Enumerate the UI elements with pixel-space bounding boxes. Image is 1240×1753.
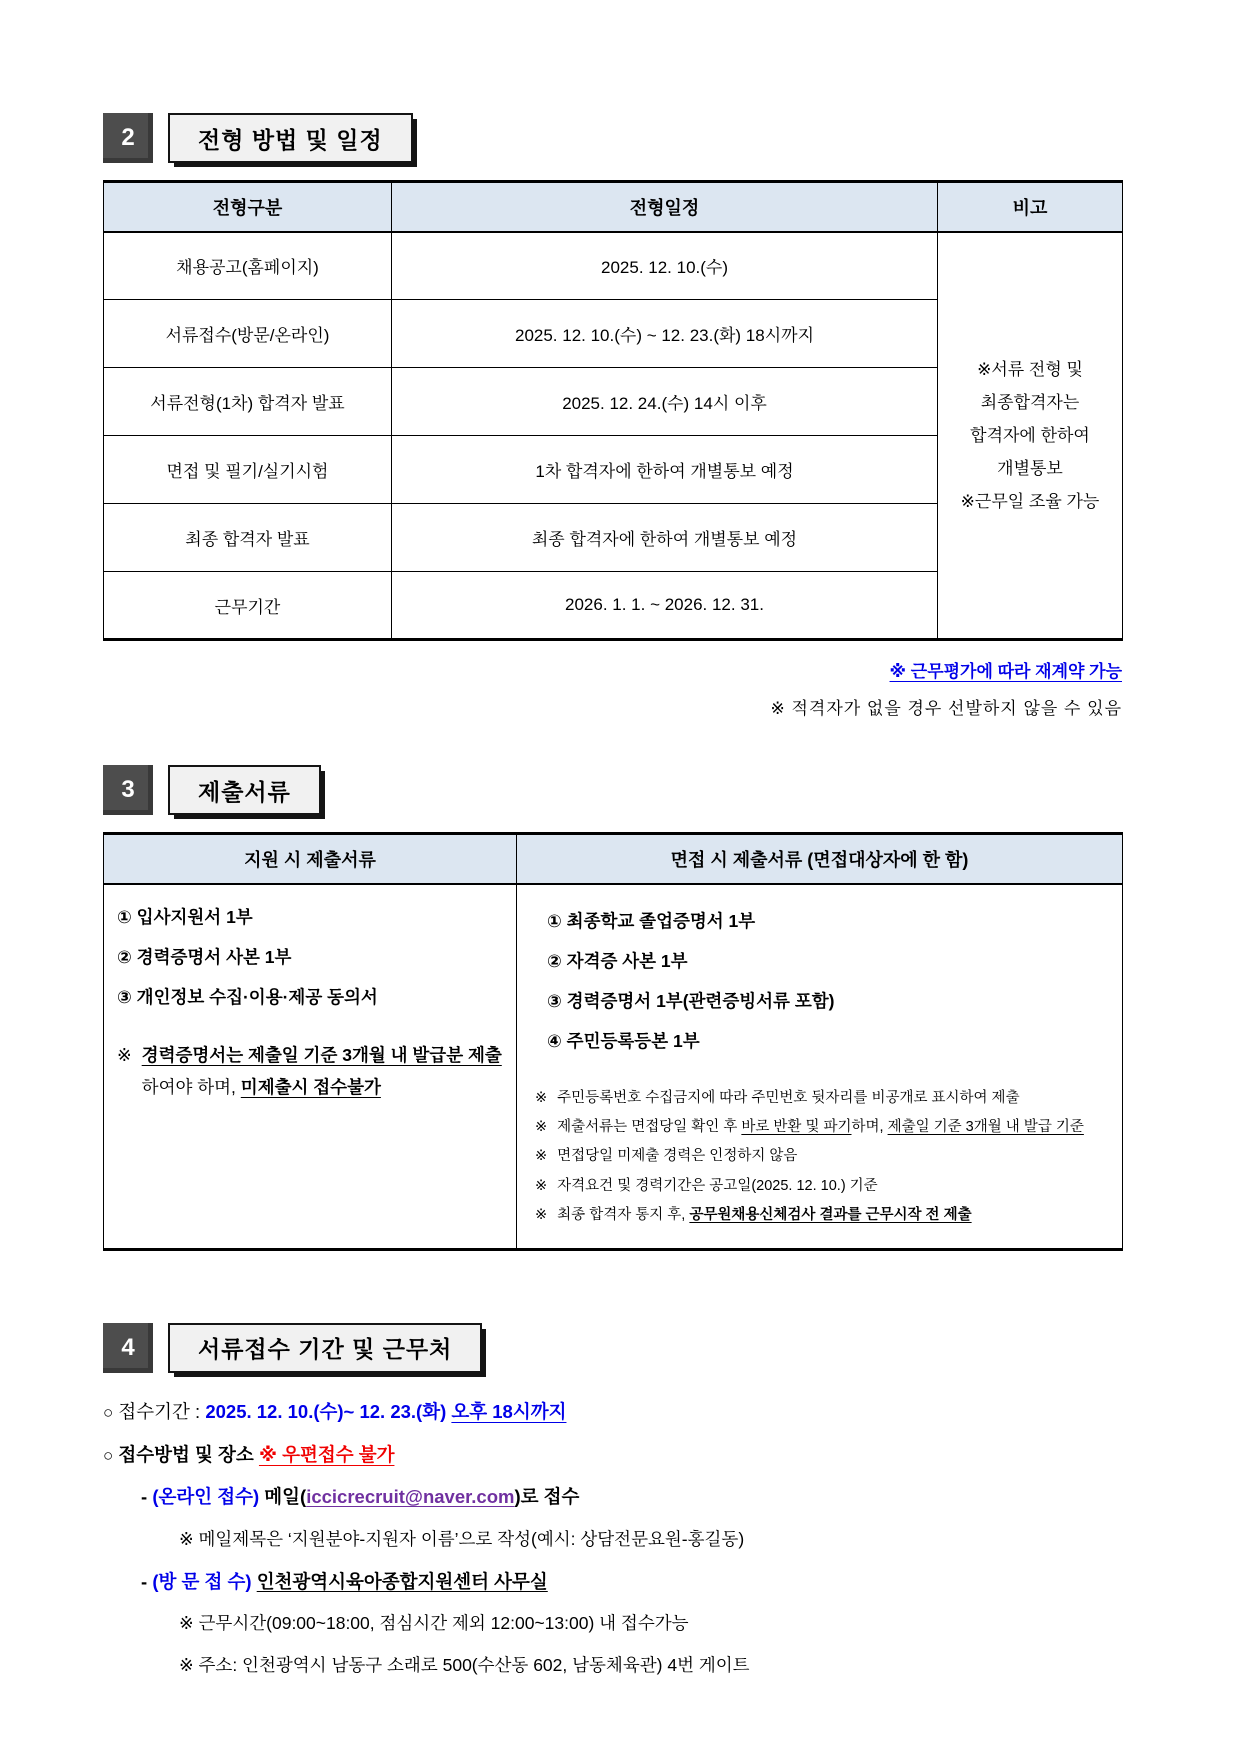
- section-title-box: [168, 113, 413, 163]
- cell-category: 서류접수(방문/온라인): [104, 300, 392, 368]
- note-no-selection: ※ 적격자가 없을 경우 선발하지 않을 수 있음: [770, 699, 1122, 718]
- table-header-row: [104, 834, 1123, 884]
- cell-apply-docs: [104, 884, 517, 1250]
- table-row: [104, 884, 1123, 1250]
- list-item: ③ 개인정보 수집·이용·제공 동의서: [117, 986, 378, 1007]
- column-header-category: 전형구분: [104, 182, 392, 232]
- period-dates: 2025. 12. 10.(수)~ 12. 23.(화): [205, 1400, 452, 1422]
- note-marker: ※: [535, 1148, 548, 1165]
- note-line: [535, 1175, 1108, 1197]
- note-text: 면접당일 미제출 경력은 인정하지 않음: [557, 1148, 798, 1165]
- period-deadline: 오후 18시까지: [451, 1400, 567, 1422]
- label: )로 접수: [514, 1486, 580, 1508]
- cell-schedule: 2025. 12. 10.(수): [392, 232, 938, 300]
- note-marker: ※: [535, 1207, 548, 1224]
- bullet-circle-icon: ○: [103, 1402, 114, 1422]
- note-recontract: ※ 근무평가에 따라 재계약 가능: [889, 662, 1122, 681]
- section-header: [103, 113, 1122, 163]
- cell-remark: [938, 232, 1123, 640]
- remark-line: 합격자에 한하여: [970, 425, 1090, 445]
- schedule-table: [103, 180, 1123, 641]
- column-header-apply-docs: 지원 시 제출서류: [104, 834, 517, 884]
- list-item: ③ 경력증명서 1부(관련증빙서류 포함): [547, 990, 835, 1011]
- cell-category: 최종 합격자 발표: [104, 504, 392, 572]
- documents-table: [103, 832, 1123, 1251]
- list-item: ② 경력증명서 사본 1부: [117, 946, 292, 967]
- cell-interview-docs: [517, 884, 1123, 1250]
- cell-schedule: 2025. 12. 24.(수) 14시 이후: [392, 368, 938, 436]
- cell-category: 근무기간: [104, 572, 392, 640]
- section-reception: [103, 1323, 1122, 1678]
- note-plain: 최종 합격자 통지 후,: [557, 1207, 690, 1224]
- list-item: ② 자격증 사본 1부: [547, 950, 688, 971]
- note-text: 자격요건 및 경력기간은 공고일(2025. 12. 10.) 기준: [557, 1177, 878, 1194]
- online-label: (온라인 접수): [152, 1486, 265, 1508]
- column-header-remark: 비고: [938, 182, 1123, 232]
- label: 접수방법 및 장소: [113, 1443, 259, 1465]
- dash: -: [141, 1486, 153, 1508]
- table-header-row: [104, 182, 1123, 232]
- cell-schedule: 1차 합격자에 한하여 개별통보 예정: [392, 436, 938, 504]
- remark-line: ※근무일 조율 가능: [960, 491, 1100, 511]
- reception-period-line: [103, 1399, 1122, 1426]
- column-header-interview-docs: 면접 시 제출서류 (면접대상자에 한 함): [517, 834, 1123, 884]
- note-underline: 경력증명서는 제출일 기준 3개월 내 발급분 제출: [141, 1044, 502, 1065]
- office-hours-note: ※ 근무시간(09:00~18:00, 점심시간 제외 12:00~13:00) 내 접수가능: [179, 1613, 689, 1634]
- section-header: [103, 1323, 1122, 1373]
- list-item: ① 최종학교 졸업증명서 1부: [547, 910, 756, 931]
- section-schedule: [103, 113, 1122, 719]
- dash: -: [141, 1570, 153, 1592]
- no-mail-warning: ※ 우편접수 불가: [258, 1443, 395, 1465]
- note-marker: ※: [535, 1177, 548, 1194]
- section-number-badge: 3: [103, 765, 153, 815]
- cell-schedule: 2026. 1. 1. ~ 2026. 12. 31.: [392, 572, 938, 640]
- note-text: 주민등록번호 수집금지에 따라 주민번호 뒷자리를 비공개로 표시하여 제출: [557, 1089, 1020, 1106]
- note-line: [535, 1116, 1108, 1138]
- column-header-schedule: 전형일정: [392, 182, 938, 232]
- note-line: [535, 1145, 1108, 1167]
- email-link[interactable]: iccicrecruit@naver.com: [306, 1486, 515, 1508]
- section-title-box: [168, 1323, 482, 1373]
- note-underline: 제출일 기준 3개월 내 발급 기준: [887, 1118, 1084, 1135]
- section-title: 서류접수 기간 및 근무처: [198, 1336, 453, 1363]
- remark-line: 개별통보: [997, 458, 1063, 478]
- section-title-box: [168, 765, 321, 815]
- note-marker: ※: [535, 1118, 548, 1135]
- section-header: [103, 765, 1122, 815]
- remark-line: ※서류 전형 및: [977, 359, 1083, 379]
- note-plain: 하여야 하며,: [141, 1076, 241, 1097]
- section-title: 제출서류: [198, 778, 291, 805]
- visit-label: (방 문 접 수): [152, 1570, 257, 1592]
- cell-schedule: 2025. 12. 10.(수) ~ 12. 23.(화) 18시까지: [392, 300, 938, 368]
- interview-docs-notes: [535, 1087, 1108, 1227]
- cell-category: 면접 및 필기/실기시험: [104, 436, 392, 504]
- list-item: ① 입사지원서 1부: [117, 906, 253, 927]
- online-apply-line: [103, 1484, 1122, 1511]
- remark-line: 최종합격자는: [980, 392, 1080, 412]
- section-number-badge: 2: [103, 113, 153, 163]
- note-line: [535, 1087, 1108, 1109]
- cell-category: 채용공고(홈페이지): [104, 232, 392, 300]
- cell-schedule: 최종 합격자에 한하여 개별통보 예정: [392, 504, 938, 572]
- section-number-badge: 4: [103, 1323, 153, 1373]
- office-name: 인천광역시육아종합지원센터 사무실: [256, 1570, 548, 1592]
- note-text: [142, 1039, 504, 1104]
- list-item: ④ 주민등록등본 1부: [547, 1030, 700, 1051]
- note-underline: 미제출시 접수불가: [240, 1076, 381, 1097]
- cell-category: 서류전형(1차) 합격자 발표: [104, 368, 392, 436]
- note-marker: ※: [117, 1044, 132, 1065]
- reception-details: [103, 1399, 1122, 1678]
- label: 접수기간 :: [113, 1400, 206, 1422]
- note-text: [557, 1204, 971, 1226]
- note-line: [535, 1204, 1108, 1226]
- note-text: [557, 1116, 1084, 1138]
- reception-method-line: [103, 1442, 1122, 1469]
- table-row: [104, 232, 1123, 300]
- bullet-circle-icon: ○: [103, 1445, 114, 1465]
- note-plain: 하며,: [851, 1118, 888, 1135]
- label: 메일(: [264, 1486, 307, 1508]
- section-documents: [103, 765, 1122, 1251]
- apply-docs-note: [117, 1039, 506, 1104]
- visit-apply-line: [103, 1569, 1122, 1596]
- note-marker: ※: [535, 1089, 548, 1106]
- note-plain: 제출서류는 면접당일 확인 후: [557, 1118, 742, 1135]
- section-title: 전형 방법 및 일정: [198, 126, 383, 153]
- note-underline: 공무원채용신체검사 결과를 근무시작 전 제출: [689, 1207, 972, 1224]
- note-underline: 바로 반환 및 파기: [741, 1118, 852, 1135]
- mail-subject-note: ※ 메일제목은 ‘지원분야-지원자 이름’으로 작성(예시: 상담전문요원-홍길동): [179, 1529, 745, 1550]
- address-note: ※ 주소: 인천광역시 남동구 소래로 500(수산동 602, 남동체육관) 4번 게이트: [179, 1654, 750, 1675]
